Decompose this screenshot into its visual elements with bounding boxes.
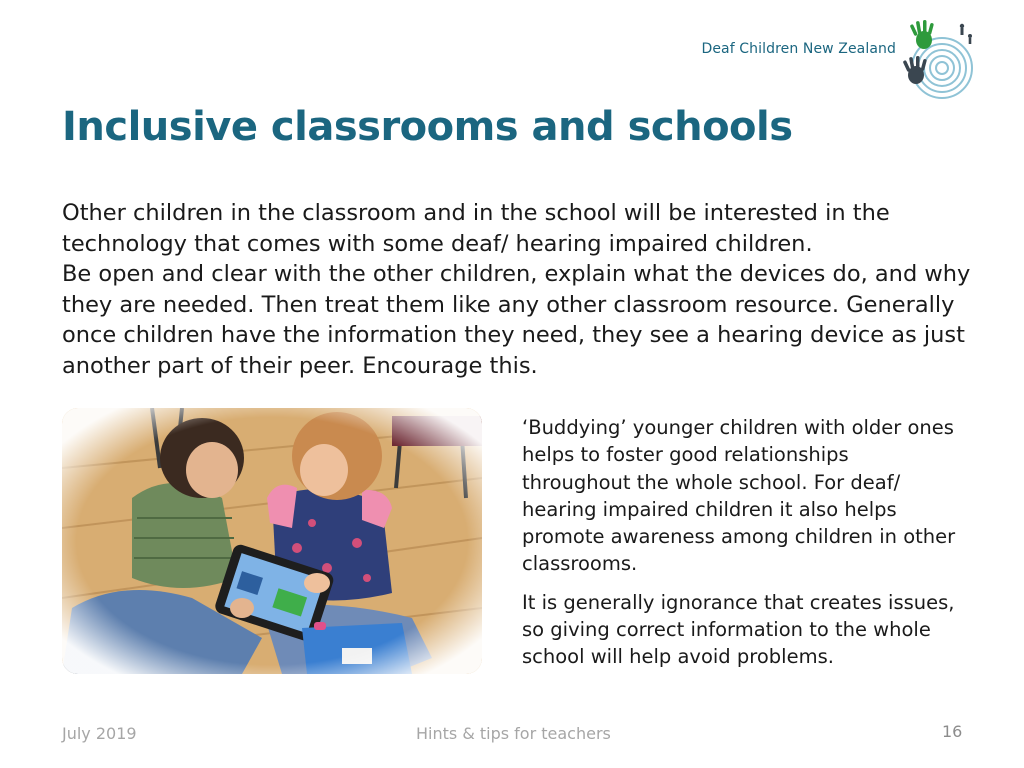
org-name: Deaf Children New Zealand <box>701 41 896 57</box>
intro-paragraph-1: Other children in the classroom and in the school will be interested in the technology that comes with some deaf/ hearing impaired children. <box>62 200 890 257</box>
footer-date: July 2019 <box>62 724 137 743</box>
footer-title: Hints & tips for teachers <box>416 724 611 743</box>
page-number: 16 <box>942 722 963 741</box>
hands-spiral-logo-icon <box>902 18 978 104</box>
side-paragraph-1: ‘Buddying’ younger children with older ones helps to foster good relationships throughout the whole school. For deaf/ hearing impaired children it also helps promote awareness among children in other classrooms. <box>522 416 956 576</box>
intro-paragraph-2: Be open and clear with the other children, explain what the devices do, and why they are needed. Then treat them like any other classroom resource. Generally once children have the information they need, they see a hearing device as just another part of their peer. Encourage this. <box>62 261 971 379</box>
intro-text <box>62 198 972 382</box>
children-with-tablet-photo <box>62 408 482 674</box>
side-paragraph-2: It is generally ignorance that creates issues, so giving correct information to the whole school will help avoid problems. <box>522 590 955 669</box>
page-title: Inclusive classrooms and schools <box>62 104 793 150</box>
side-text <box>522 414 962 682</box>
